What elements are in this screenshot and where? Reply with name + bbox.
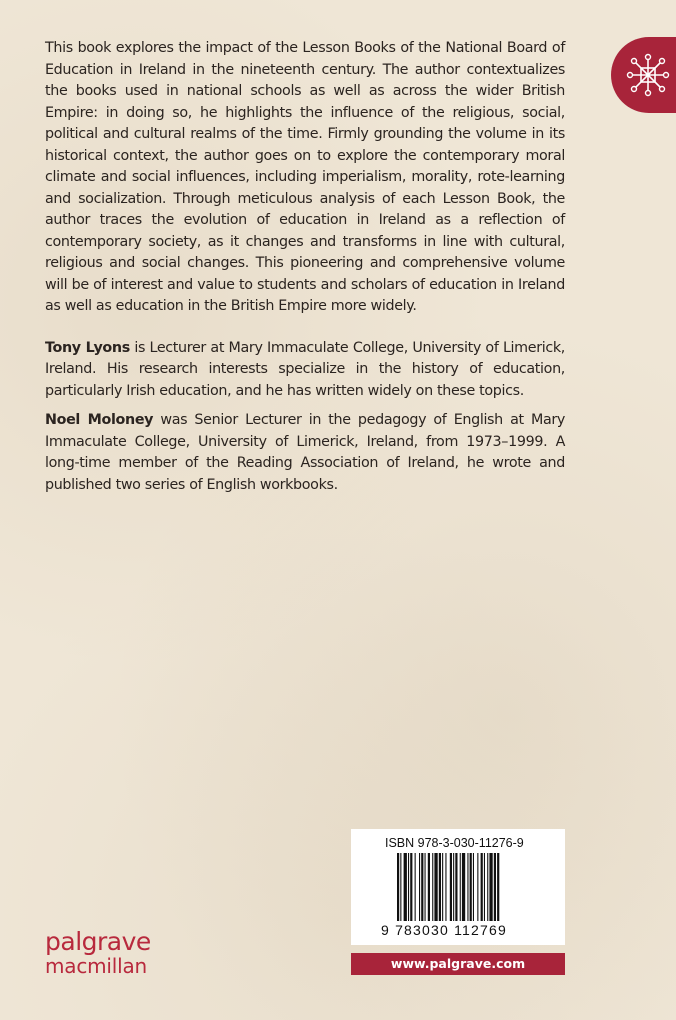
back-cover-text bbox=[45, 38, 565, 509]
logo-palgrave: palgrave bbox=[45, 927, 151, 956]
publisher-logo bbox=[45, 928, 151, 977]
publisher-url[interactable]: www.palgrave.com bbox=[351, 953, 565, 975]
barcode-box bbox=[351, 829, 565, 945]
logo-macmillan: macmillan bbox=[45, 954, 148, 978]
author-bio-text: is Lecturer at Mary Immaculate College, University of Limerick, Ireland. His research interests specialize in the history of education, particularly Irish education, and he has written widely on these topics. bbox=[45, 339, 565, 399]
isbn-label: ISBN 978-3-030-11276-9 bbox=[385, 836, 524, 850]
author-bio-lyons bbox=[45, 338, 565, 403]
author-bio-moloney bbox=[45, 410, 565, 496]
barcode-icon bbox=[397, 853, 519, 923]
palgrave-badge bbox=[611, 37, 676, 113]
barcode-digits: 9 783030 112769 bbox=[381, 922, 507, 938]
author-name: Tony Lyons bbox=[45, 339, 130, 356]
book-blurb: This book explores the impact of the Lesson Books of the National Board of Education in Ireland in the nineteenth century. The author contextualizes the books used in national schools as well as across the wider British Empire: in doing so, he highlights the influence of the religious, social, political and cultural realms of the time. Firmly grounding the volume in its historical context, the author goes on to explore the contemporary moral climate and social influences, including imperialism, morality, rote-learning and socialization. Through meticulous analysis of each Lesson Book, the author traces the evolution of education in Ireland as a reflection of contemporary society, as it changes and transforms in line with cultural, religious and social changes. This pioneering and comprehensive volume will be of interest and value to students and scholars of education in Ireland as well as education in the British Empire more widely. bbox=[45, 40, 565, 314]
author-name: Noel Moloney bbox=[45, 412, 154, 428]
author-bio-text: was Senior Lecturer in the pedagogy of English at Mary Immaculate College, University of Limerick, Ireland, from 1973–1999. A long-time member of the Reading Association of Ireland, he wrote and published two series of English workbooks. bbox=[45, 412, 565, 493]
palgrave-network-icon bbox=[626, 53, 670, 97]
